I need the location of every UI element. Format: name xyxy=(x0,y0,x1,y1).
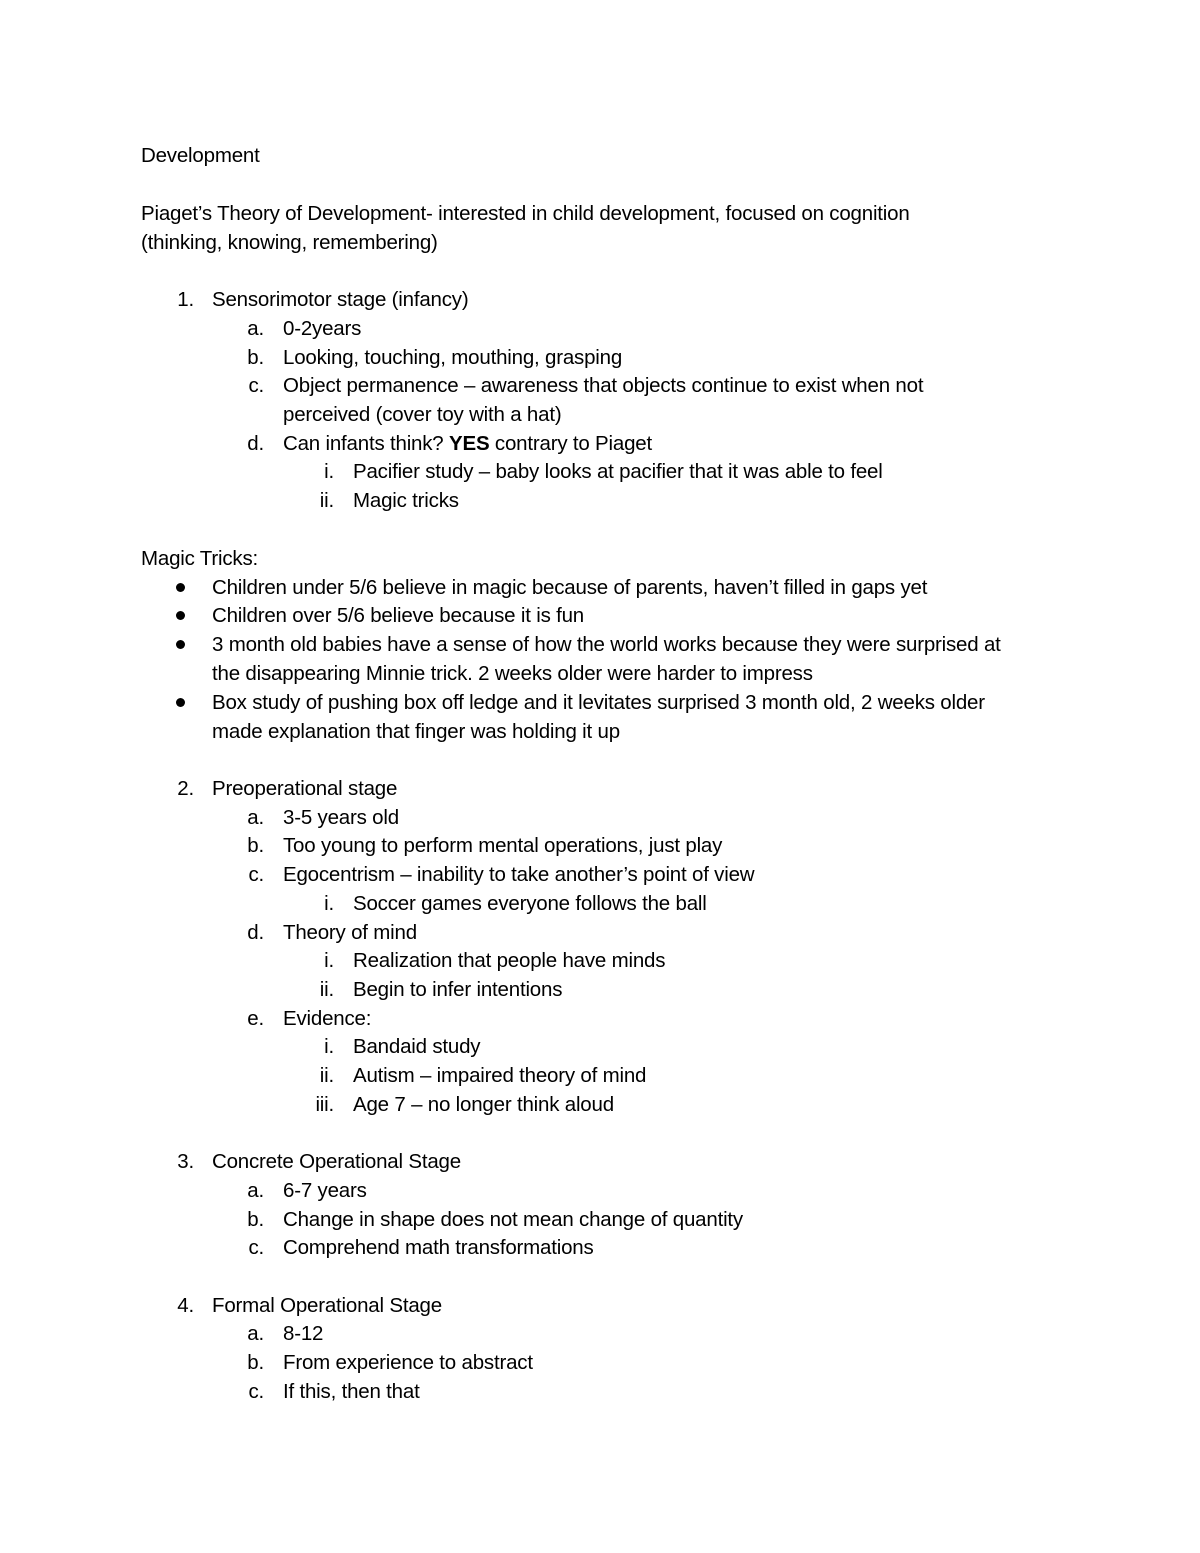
stage2-label: Preoperational stage xyxy=(212,777,398,800)
stage4-label: Formal Operational Stage xyxy=(212,1294,442,1317)
stage2-b-marker: b. xyxy=(247,834,264,857)
stage2-c-i-text: Soccer games everyone follows the ball xyxy=(353,892,707,915)
stage2-c-i-marker: i. xyxy=(324,892,334,915)
bullet-icon xyxy=(176,583,185,592)
stage1-a-marker: a. xyxy=(247,317,264,340)
stage2-b-text: Too young to perform mental operations, just play xyxy=(283,834,723,857)
stage2-number: 2. xyxy=(177,777,194,800)
stage3-label: Concrete Operational Stage xyxy=(212,1150,461,1173)
stage2-e-marker: e. xyxy=(247,1007,264,1030)
stage2-d-ii-marker: ii. xyxy=(319,978,334,1001)
stage1-c-line-2: perceived (cover toy with a hat) xyxy=(283,403,562,426)
stage1-a-text: 0-2years xyxy=(283,317,362,340)
stage4-a-marker: a. xyxy=(247,1322,264,1345)
intro-line-2: (thinking, knowing, remembering) xyxy=(141,231,438,254)
magic-bullet-4-line-2: made explanation that finger was holding it up xyxy=(212,720,620,743)
stage4-b-marker: b. xyxy=(247,1351,264,1374)
stage2-d-text: Theory of mind xyxy=(283,921,417,944)
stage1-label: Sensorimotor stage (infancy) xyxy=(212,288,469,311)
stage2-c-text: Egocentrism – inability to take another’s point of view xyxy=(283,863,755,886)
stage3-a-marker: a. xyxy=(247,1179,264,1202)
stage1-c-marker: c. xyxy=(248,374,264,397)
stage1-b-marker: b. xyxy=(247,346,264,369)
stage1-d-ii-marker: ii. xyxy=(319,489,334,512)
magic-bullet-3-line-2: the disappearing Minnie trick. 2 weeks older were harder to impress xyxy=(212,662,813,685)
stage2-e-iii-text: Age 7 – no longer think aloud xyxy=(353,1093,614,1116)
stage3-b-text: Change in shape does not mean change of quantity xyxy=(283,1208,743,1231)
stage1-d-i-marker: i. xyxy=(324,460,334,483)
stage2-e-i-text: Bandaid study xyxy=(353,1035,481,1058)
stage1-number: 1. xyxy=(177,288,194,311)
stage1-d-text: Can infants think? YES contrary to Piaget xyxy=(283,432,652,455)
stage3-c-text: Comprehend math transformations xyxy=(283,1236,594,1259)
magic-bullet-3-line-1: 3 month old babies have a sense of how the world works because they were surprised at xyxy=(212,633,1001,656)
stage4-b-text: From experience to abstract xyxy=(283,1351,533,1374)
stage1-c-line-1: Object permanence – awareness that objects continue to exist when not xyxy=(283,374,924,397)
stage2-e-ii-text: Autism – impaired theory of mind xyxy=(353,1064,647,1087)
stage4-c-text: If this, then that xyxy=(283,1380,420,1403)
stage2-d-marker: d. xyxy=(247,921,264,944)
stage3-c-marker: c. xyxy=(248,1236,264,1259)
stage1-d-bold-yes: YES xyxy=(449,432,490,455)
stage2-d-ii-text: Begin to infer intentions xyxy=(353,978,563,1001)
stage4-c-marker: c. xyxy=(248,1380,264,1403)
bullet-icon xyxy=(176,640,185,649)
stage2-e-i-marker: i. xyxy=(324,1035,334,1058)
stage2-d-i-text: Realization that people have minds xyxy=(353,949,666,972)
magic-bullet-1-line-1: Children under 5/6 believe in magic because of parents, haven’t filled in gaps yet xyxy=(212,576,928,599)
stage3-number: 3. xyxy=(177,1150,194,1173)
stage2-e-ii-marker: ii. xyxy=(319,1064,334,1087)
bullet-icon xyxy=(176,698,185,707)
stage1-d-marker: d. xyxy=(247,432,264,455)
magic-bullet-4-line-1: Box study of pushing box off ledge and it levitates surprised 3 month old, 2 weeks older xyxy=(212,691,985,714)
magic-heading: Magic Tricks: xyxy=(141,547,258,570)
stage3-a-text: 6-7 years xyxy=(283,1179,367,1202)
stage2-a-text: 3-5 years old xyxy=(283,806,399,829)
bullet-icon xyxy=(176,611,185,620)
magic-bullet-2-line-1: Children over 5/6 believe because it is fun xyxy=(212,604,585,627)
stage2-c-marker: c. xyxy=(248,863,264,886)
stage2-d-i-marker: i. xyxy=(324,949,334,972)
stage1-d-i-text: Pacifier study – baby looks at pacifier that it was able to feel xyxy=(353,460,883,483)
intro-line-1: Piaget’s Theory of Development- interested in child development, focused on cognition xyxy=(141,202,910,225)
stage1-b-text: Looking, touching, mouthing, grasping xyxy=(283,346,623,369)
stage1-d-ii-text: Magic tricks xyxy=(353,489,459,512)
stage2-e-iii-marker: iii. xyxy=(315,1093,334,1116)
stage3-b-marker: b. xyxy=(247,1208,264,1231)
stage2-e-text: Evidence: xyxy=(283,1007,372,1030)
stage2-a-marker: a. xyxy=(247,806,264,829)
stage4-a-text: 8-12 xyxy=(283,1322,324,1345)
stage4-number: 4. xyxy=(177,1294,194,1317)
document-title: Development xyxy=(141,144,260,167)
